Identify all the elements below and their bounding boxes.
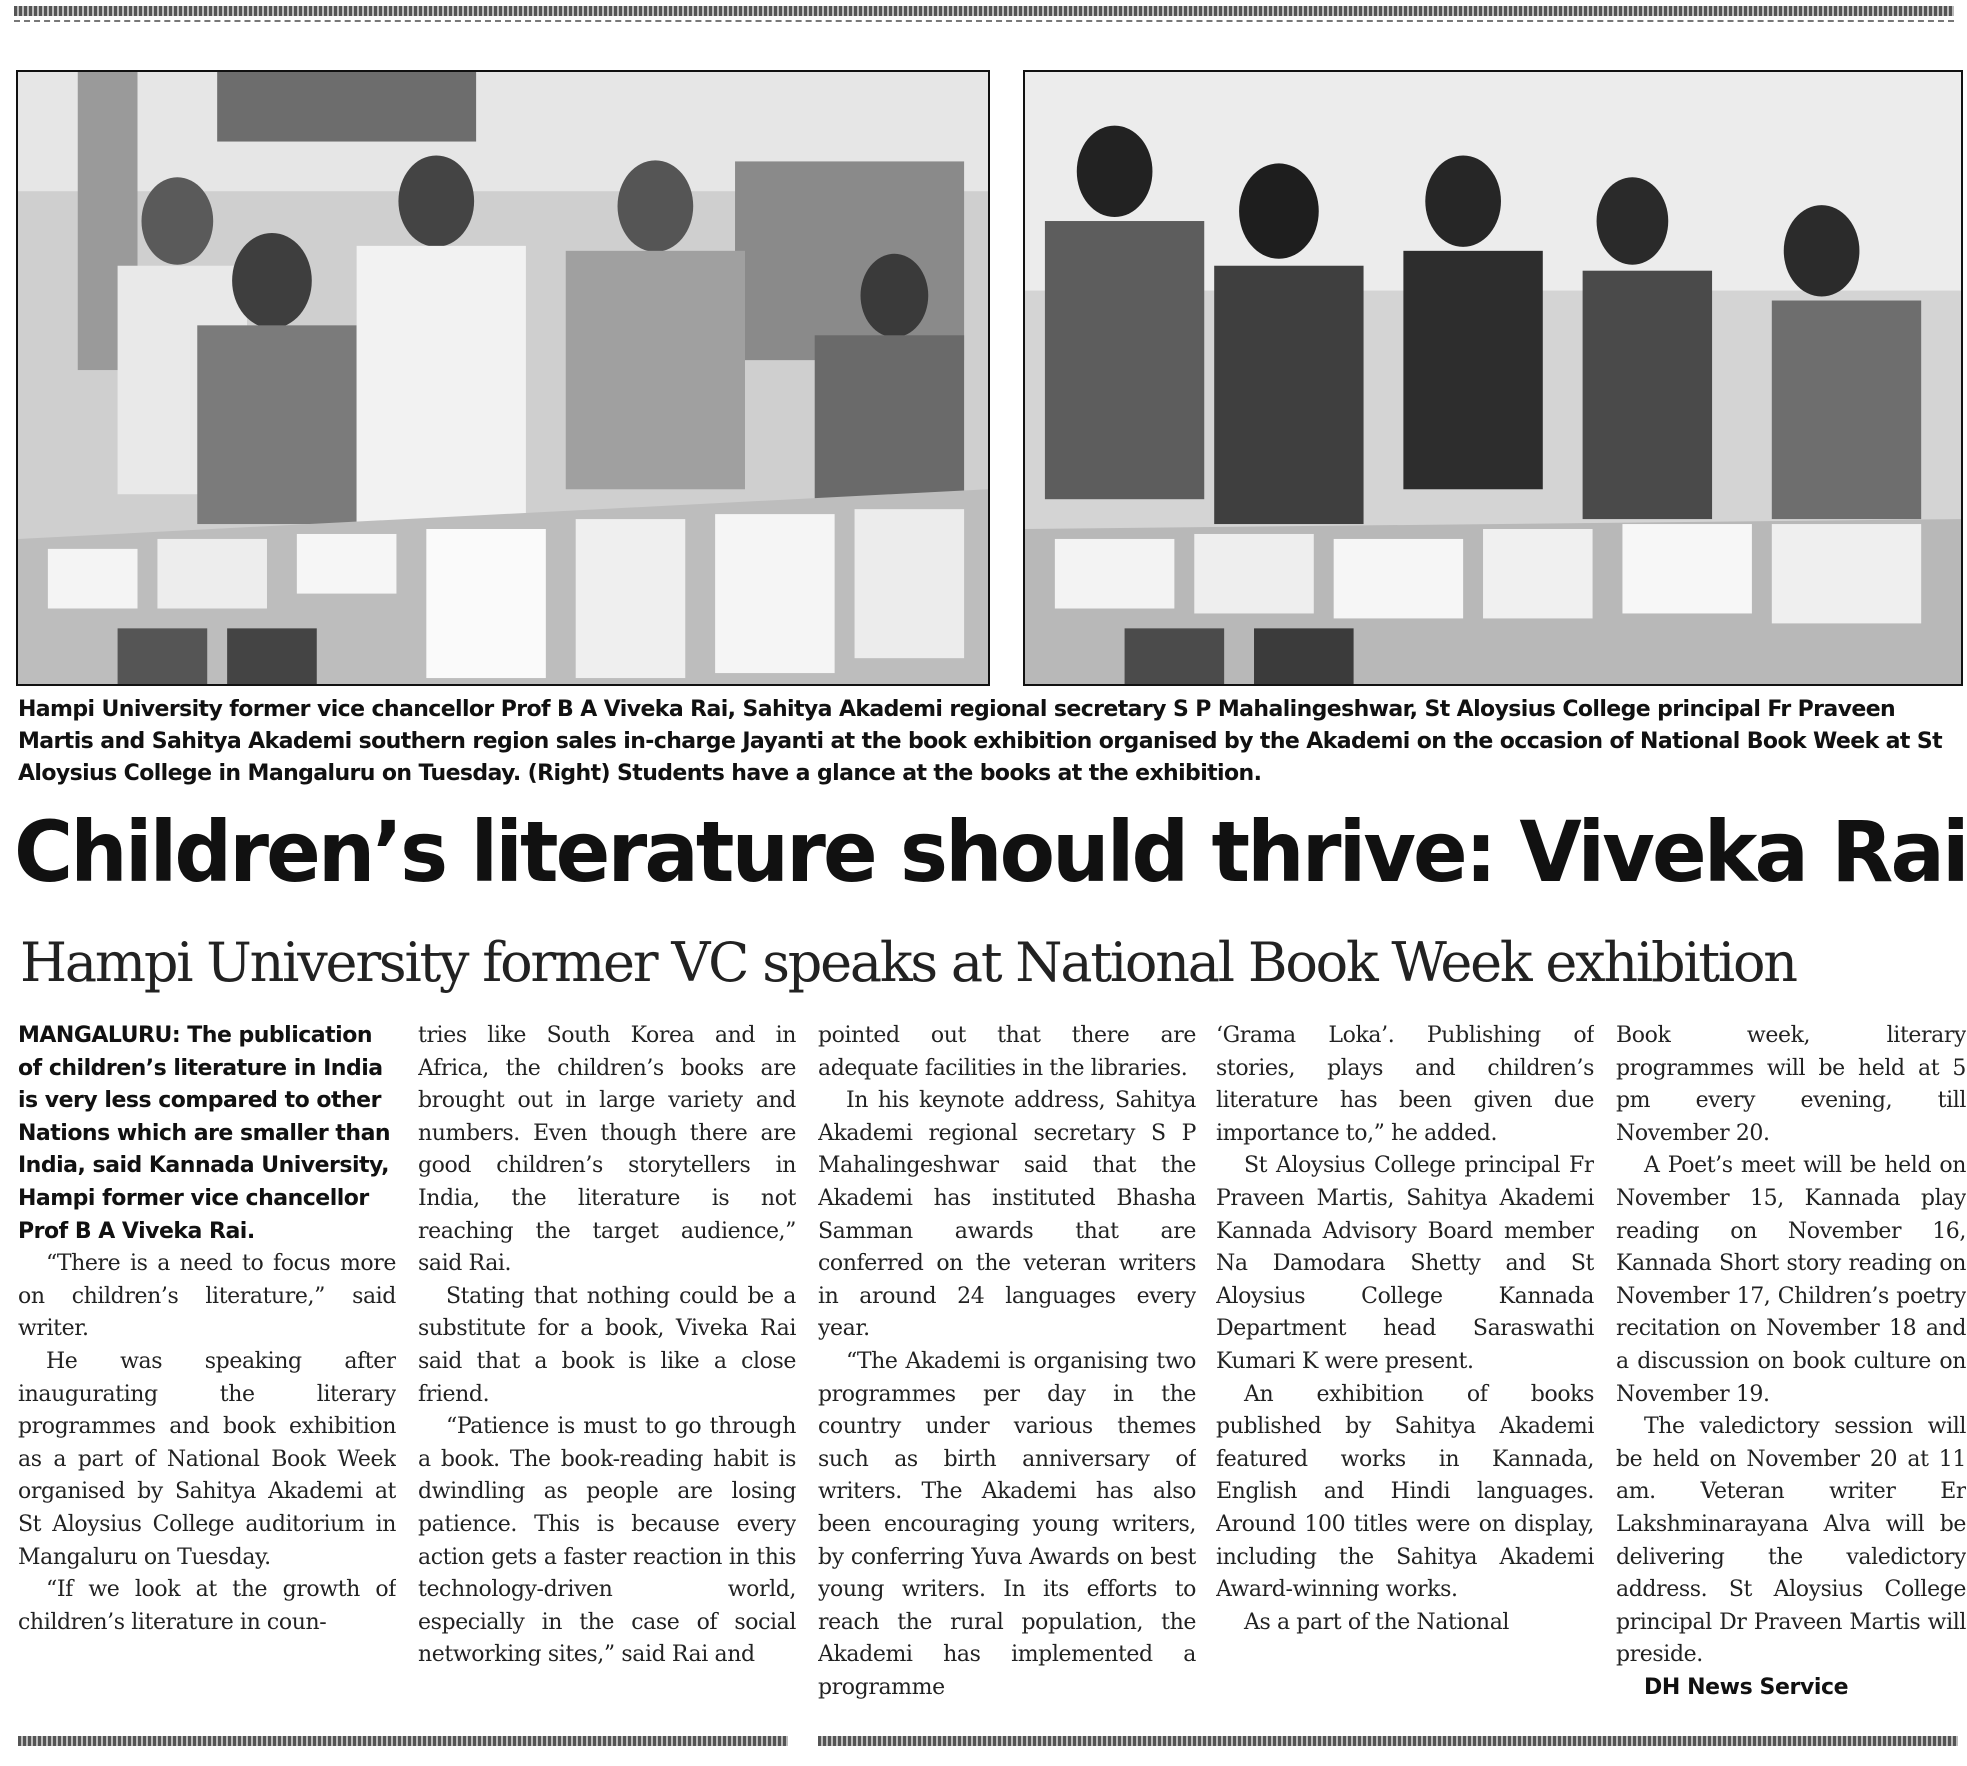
subheadline: Hampi University former VC speaks at National Book Week exhibition [20, 931, 1796, 994]
article-paragraph: ‘Grama Loka’. Publishing of stories, plays and children’s literature has been given due importance to,” he added. [1216, 1023, 1594, 1146]
article-paragraph: As a part of the National [1244, 1609, 1510, 1635]
photo-dignitaries-image [18, 72, 988, 684]
article-paragraph: Book week, literary programmes will be held at 5 pm every evening, till November 20. [1616, 1023, 1966, 1146]
article-paragraph: tries like South Korea and in Africa, the children’s books are brought out in large variety and numbers. Even though there are good children’s storytellers in India, the literature is not reaching the target audience,” said Rai. [418, 1023, 796, 1277]
photo-caption: Hampi University former vice chancellor Prof B A Viveka Rai, Sahitya Akademi regional secretary S P Mahalingeshwar, St Aloysius College principal Fr Praveen Martis and Sahitya Akademi southern region sales in-charge Jayanti at the book exhibition organised by the Akademi on the occasion of National Book Week at St Aloysius College in Mangaluru on Tuesday. (Right) Students have a glance at the books at the exhibition. [18, 697, 1943, 786]
article-paragraph: “Patience is must to go through a book. The book-reading habit is dwindling as people are losing patience. This is because every action gets a faster reaction in this technology-driven world, especially in the case of social networking sites,” said Rai and [418, 1414, 796, 1668]
article-paragraph: pointed out that there are adequate facilities in the libraries. [818, 1023, 1196, 1081]
article-paragraph: A Poet’s meet will be held on November 15, Kannada play reading on November 16, Kannada Short story reading on November 17, Children’s poetry recitation on November 18 and a discussion on book culture on November 19. [1616, 1153, 1966, 1407]
article-paragraph: “There is a need to focus more on children’s literature,” said writer. [18, 1251, 396, 1342]
photo-students-image [1025, 72, 1961, 684]
lead-paragraph: MANGALURU: The publication of children’s literature in India is very less compared to other Nations which are smaller than India, said Kannada University, Hampi former vice chancellor Prof B A Viveka Rai. [18, 1023, 391, 1244]
headline: Children’s literature should thrive: Viveka Rai [14, 803, 1967, 901]
top-border-rule [14, 6, 1954, 16]
article-column-2 [418, 1020, 796, 1700]
photo-dignitaries-at-book-exhibition [16, 70, 990, 686]
article-paragraph: “The Akademi is organising two programmes per day in the country under various themes such as birth anniversary of writers. The Akademi has also been encouraging young writers, by conferring Yuva Awards on best young writers. In its efforts to reach the rural population, the Akademi has implemented a programme [818, 1348, 1196, 1700]
article-paragraph: An exhibition of books published by Sahitya Akademi featured works in Kannada, English and Hindi languages. Around 100 titles were on display, including the Sahitya Akademi Award-winning works. [1216, 1381, 1594, 1603]
article-body [0, 1020, 1967, 1700]
article-paragraph: Stating that nothing could be a substitute for a book, Viveka Rai said that a book is like a close friend. [418, 1283, 796, 1407]
article-column-3 [818, 1020, 1196, 1700]
article-column-1 [18, 1020, 396, 1700]
article-column-4 [1216, 1020, 1594, 1700]
article-paragraph: The valedictory session will be held on November 20 at 11 am. Veteran writer Er Lakshminarayana Alva will be delivering the valedictory address. St Aloysius College principal Dr Praveen Martis will preside. [1616, 1414, 1966, 1668]
byline: DH News Service [1644, 1674, 1849, 1700]
bottom-border-rule-right [818, 1736, 1958, 1746]
photo-students-browsing-books [1023, 70, 1963, 686]
bottom-border-rule-left [18, 1736, 788, 1746]
article-paragraph: He was speaking after inaugurating the literary programmes and book exhibition as a part of National Book Week organised by Sahitya Akademi at St Aloysius College auditorium in Mangaluru on Tuesday. [18, 1348, 396, 1570]
article-column-5 [1616, 1020, 1966, 1700]
article-paragraph: St Aloysius College principal Fr Praveen Martis, Sahitya Akademi Kannada Advisory Board member Na Damodara Shetty and St Aloysius College Kannada Department head Saraswathi Kumari K were present. [1216, 1153, 1594, 1374]
article-paragraph: “If we look at the growth of children’s literature in coun- [18, 1577, 396, 1635]
article-paragraph: In his keynote address, Sahitya Akademi regional secretary S P Mahalingeshwar said that the Akademi has instituted Bhasha Samman awards that are conferred on the veteran writers in around 24 languages every year. [818, 1088, 1196, 1342]
